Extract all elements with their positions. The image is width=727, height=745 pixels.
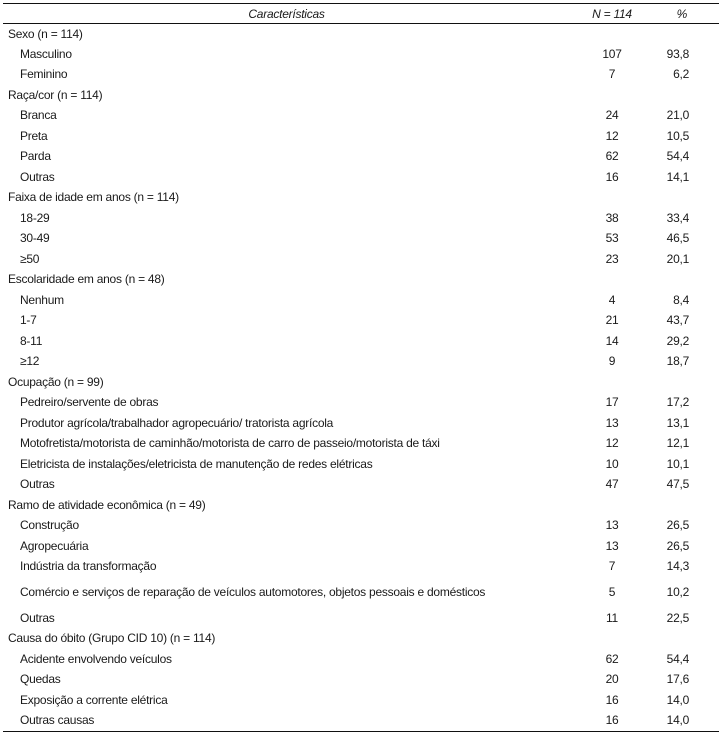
- row-count: 38: [605, 210, 619, 225]
- row-percent: 22,5: [666, 610, 689, 625]
- table-row: [3, 711, 719, 732]
- row-count: 13: [605, 538, 619, 553]
- row-percent: 10,5: [666, 128, 689, 143]
- empty-cell: [560, 188, 664, 209]
- row-count: 16: [605, 692, 619, 707]
- row-label: Outras: [20, 610, 55, 625]
- row-count: 16: [605, 713, 619, 727]
- table-row: [3, 106, 719, 127]
- row-percent: 26,5: [666, 518, 689, 533]
- table-row: [3, 577, 719, 608]
- empty-cell: [560, 372, 664, 393]
- row-percent: 43,7: [666, 313, 689, 328]
- row-count: 12: [605, 436, 619, 451]
- group-header-row: [3, 629, 719, 650]
- table-row: [3, 290, 719, 311]
- row-percent: 14,0: [666, 692, 689, 707]
- group-header-row: [3, 188, 719, 209]
- row-count: 17: [605, 395, 619, 410]
- empty-cell: [664, 270, 719, 291]
- row-percent: 10,1: [666, 456, 689, 471]
- row-count: 7: [608, 67, 616, 82]
- empty-cell: [664, 85, 719, 106]
- row-label: Nenhum: [20, 292, 64, 307]
- empty-cell: [560, 85, 664, 106]
- row-label: Outras: [20, 169, 55, 184]
- row-label: Acidente envolvendo veículos: [20, 651, 172, 666]
- row-percent: 93,8: [666, 46, 689, 61]
- group-header-row: [3, 495, 719, 516]
- group-title: Ramo de atividade econômica (n = 49): [8, 497, 206, 512]
- row-count: 21: [605, 313, 619, 328]
- row-count: 16: [605, 169, 619, 184]
- empty-cell: [664, 495, 719, 516]
- table-row: [3, 126, 719, 147]
- row-percent: 14,0: [666, 713, 689, 727]
- row-label: ≥12: [20, 354, 40, 369]
- row-label: Pedreiro/servente de obras: [20, 395, 159, 410]
- row-percent: 8,4: [673, 292, 689, 307]
- table-row: [3, 311, 719, 332]
- row-percent: 14,3: [666, 559, 689, 574]
- header-n: N = 114: [592, 6, 632, 21]
- row-percent: 26,5: [666, 538, 689, 553]
- table-row: [3, 670, 719, 691]
- row-label: Quedas: [20, 672, 61, 687]
- row-count: 13: [605, 518, 619, 533]
- group-header-row: [3, 270, 719, 291]
- row-percent: 47,5: [666, 477, 689, 492]
- table-row: [3, 352, 719, 373]
- row-percent: 33,4: [666, 210, 689, 225]
- row-count: 53: [605, 231, 619, 246]
- row-label: Exposição a corrente elétrica: [20, 692, 168, 707]
- table-row: [3, 608, 719, 629]
- table-header-row: [3, 4, 719, 24]
- row-count: 12: [605, 128, 619, 143]
- row-label: Masculino: [20, 46, 72, 61]
- row-label: 18-29: [20, 210, 50, 225]
- row-count: 23: [605, 251, 619, 266]
- empty-cell: [560, 629, 664, 650]
- table-row: [3, 413, 719, 434]
- row-label: Agropecuária: [20, 538, 89, 553]
- table-row: [3, 649, 719, 670]
- row-count: 20: [605, 672, 619, 687]
- row-percent: 10,2: [666, 585, 689, 599]
- row-percent: 46,5: [666, 231, 689, 246]
- row-percent: 6,2: [673, 67, 689, 82]
- row-label: Motofretista/motorista de caminhão/motorista de carro de passeio/motorista de táxi: [20, 436, 440, 451]
- group-title: Raça/cor (n = 114): [8, 87, 103, 102]
- row-count: 11: [606, 610, 618, 625]
- row-label: Branca: [20, 108, 57, 123]
- header-percent: %: [676, 6, 687, 21]
- row-count: 107: [602, 46, 622, 61]
- row-label: Indústria da transformação: [20, 559, 157, 574]
- empty-cell: [664, 629, 719, 650]
- row-label: Outras: [20, 477, 55, 492]
- row-percent: 12,1: [666, 436, 689, 451]
- table-row: [3, 44, 719, 65]
- row-percent: 29,2: [666, 333, 689, 348]
- row-label: 8-11: [20, 333, 43, 348]
- row-label: Outras causas: [20, 713, 95, 727]
- row-label: Produtor agrícola/trabalhador agropecuário/ tratorista agrícola: [20, 415, 334, 430]
- row-count: 7: [608, 559, 616, 574]
- row-count: 47: [605, 477, 619, 492]
- table-row: [3, 454, 719, 475]
- row-label: 1-7: [20, 313, 37, 328]
- group-title: Causa do óbito (Grupo CID 10) (n = 114): [8, 631, 216, 646]
- row-percent: 54,4: [666, 651, 689, 666]
- row-count: 13: [605, 415, 619, 430]
- row-label: Eletricista de instalações/eletricista de manutenção de redes elétricas: [20, 456, 373, 471]
- row-label: Parda: [20, 149, 51, 164]
- row-count: 5: [608, 585, 616, 599]
- row-count: 9: [608, 354, 616, 369]
- group-header-row: [3, 24, 719, 45]
- table-row: [3, 208, 719, 229]
- row-percent: 13,1: [666, 415, 689, 430]
- row-count: 4: [608, 292, 616, 307]
- table-row: [3, 331, 719, 352]
- table-row: [3, 557, 719, 578]
- row-count: 10: [605, 456, 619, 471]
- group-title: Sexo (n = 114): [8, 26, 83, 41]
- row-percent: 17,2: [666, 395, 689, 410]
- row-label: 30-49: [20, 231, 50, 246]
- table-row: [3, 393, 719, 414]
- row-label: ≥50: [20, 251, 40, 266]
- empty-cell: [560, 495, 664, 516]
- table-row: [3, 167, 719, 188]
- row-percent: 54,4: [666, 149, 689, 164]
- row-percent: 20,1: [666, 251, 689, 266]
- row-percent: 18,7: [666, 354, 689, 369]
- row-percent: 17,6: [666, 672, 689, 687]
- row-label: Feminino: [20, 67, 68, 82]
- row-label: Comércio e serviços de reparação de veículos automotores, objetos pessoais e domésticos: [20, 585, 486, 599]
- header-characteristics: Características: [248, 6, 325, 21]
- empty-cell: [664, 188, 719, 209]
- group-title: Ocupação (n = 99): [8, 374, 104, 389]
- table-row: [3, 516, 719, 537]
- table-row: [3, 434, 719, 455]
- row-percent: 21,0: [666, 108, 689, 123]
- row-label: Preta: [20, 128, 48, 143]
- row-count: 62: [605, 149, 619, 164]
- group-title: Escolaridade em anos (n = 48): [8, 272, 165, 287]
- table-body: [3, 24, 719, 732]
- group-title: Faixa de idade em anos (n = 114): [8, 190, 179, 205]
- group-header-row: [3, 372, 719, 393]
- row-percent: 14,1: [666, 169, 689, 184]
- table-row: [3, 229, 719, 250]
- row-count: 14: [605, 333, 619, 348]
- row-label: Construção: [20, 518, 79, 533]
- empty-cell: [560, 270, 664, 291]
- empty-cell: [664, 372, 719, 393]
- table-row: [3, 249, 719, 270]
- table-row: [3, 65, 719, 86]
- empty-cell: [664, 24, 719, 45]
- table-row: [3, 147, 719, 168]
- group-header-row: [3, 85, 719, 106]
- row-count: 24: [605, 108, 619, 123]
- row-count: 62: [605, 651, 619, 666]
- table-row: [3, 536, 719, 557]
- table-row: [3, 475, 719, 496]
- characteristics-table: [3, 3, 719, 732]
- empty-cell: [560, 24, 664, 45]
- table-row: [3, 690, 719, 711]
